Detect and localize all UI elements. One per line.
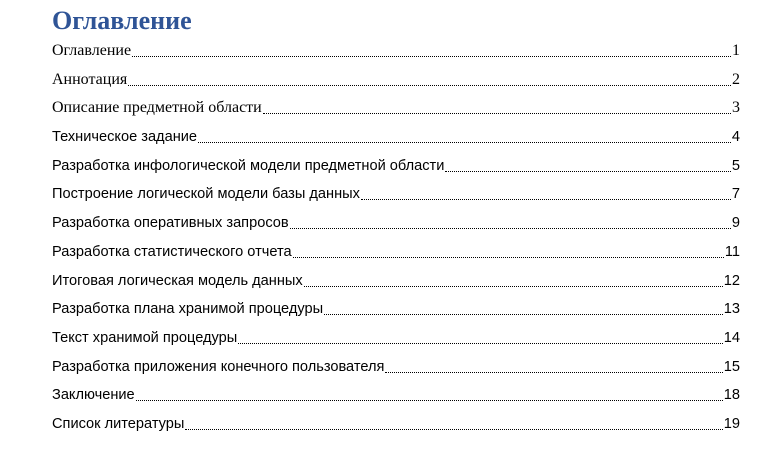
toc-page-number: 9 [731, 215, 740, 232]
toc-entry-label: Техническое задание [52, 129, 198, 146]
toc-page-number: 13 [723, 301, 740, 318]
toc-page-number: 15 [723, 358, 740, 375]
toc-entry-logical-model[interactable] [52, 177, 740, 206]
toc-entry-operative-queries[interactable] [52, 205, 740, 234]
toc-entry-label: Оглавление [52, 42, 132, 59]
toc-entry-label: Разработка оперативных запросов [52, 215, 289, 232]
toc-entry-technical-task[interactable] [52, 119, 740, 148]
dot-leader [290, 228, 731, 229]
toc-entry-label: Список литературы [52, 415, 185, 432]
toc-page-number: 4 [731, 129, 740, 146]
page-title: Оглавление [52, 6, 192, 35]
toc-page-number: 5 [731, 157, 740, 174]
dot-leader [185, 429, 722, 430]
toc-page-number: 3 [732, 99, 740, 117]
toc-entry-final-logical-model[interactable] [52, 263, 740, 292]
dot-leader [361, 199, 731, 200]
toc-entry-label: Разработка приложения конечного пользователя [52, 358, 385, 375]
toc-entry-label: Описание предметной области [52, 99, 262, 117]
dot-leader [324, 314, 723, 315]
dot-leader [136, 400, 723, 401]
toc-page-number: 14 [723, 329, 740, 346]
dot-leader [293, 257, 724, 258]
toc-entry-user-application[interactable] [52, 349, 740, 378]
toc-entry-label: Разработка статистического отчета [52, 243, 292, 260]
toc-entry-label: Аннотация [52, 70, 128, 88]
toc-entry-annotation[interactable] [52, 62, 740, 91]
toc-page-number: 1 [732, 42, 740, 59]
toc-entry-procedure-text[interactable] [52, 320, 740, 349]
toc-entry-references[interactable] [52, 406, 740, 435]
toc-page-number: 19 [723, 415, 740, 432]
toc-entry-conclusion[interactable] [52, 378, 740, 407]
toc-entry-label: Итоговая логическая модель данных [52, 272, 303, 289]
dot-leader [304, 286, 723, 287]
toc-entry-label: Заключение [52, 387, 135, 404]
dot-leader [238, 343, 722, 344]
toc-entry-domain-description[interactable] [52, 91, 740, 120]
toc-entry-procedure-plan[interactable] [52, 292, 740, 321]
toc-page-number: 7 [731, 186, 740, 203]
toc-page-number: 11 [724, 243, 740, 260]
table-of-contents [52, 40, 740, 435]
dot-leader [132, 56, 731, 57]
toc-page-number: 2 [732, 70, 740, 88]
dot-leader [385, 372, 722, 373]
dot-leader [128, 85, 731, 86]
toc-entry-label: Построение логической модели базы данных [52, 186, 360, 203]
toc-page-number: 12 [723, 272, 740, 289]
toc-entry-contents[interactable] [52, 40, 740, 62]
dot-leader [263, 113, 731, 114]
dot-leader [198, 142, 731, 143]
toc-entry-label: Разработка плана хранимой процедуры [52, 301, 324, 318]
toc-entry-label: Разработка инфологической модели предметной области [52, 157, 445, 174]
toc-page-number: 18 [723, 387, 740, 404]
toc-entry-label: Текст хранимой процедуры [52, 329, 238, 346]
toc-entry-infological-model[interactable] [52, 148, 740, 177]
toc-entry-statistical-report[interactable] [52, 234, 740, 263]
dot-leader [445, 171, 731, 172]
